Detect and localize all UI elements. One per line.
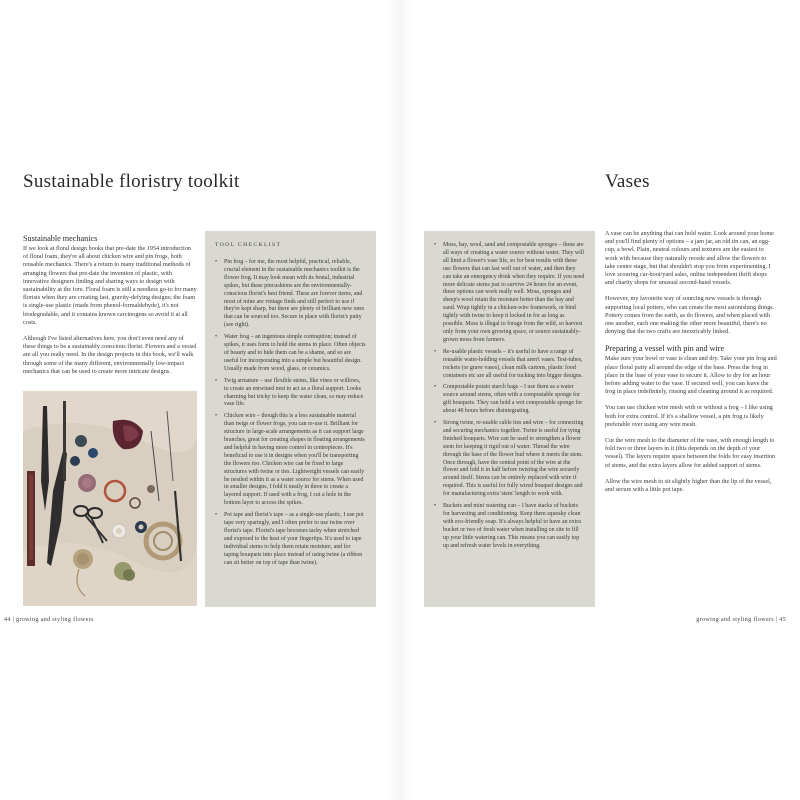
section-subheading: Preparing a vessel with pin and wire [605,344,725,354]
checklist-item: • Pin frog – for me, the most helpful, practical, reliable, crucial element in the sustainable mechanics toolkit is the flower frog. It may look mean with its brutal, industrial spikes, but these pincushions are the environmentally-conscious florist's best friend. These are forever items, and most of mine are vintage finds and still perfect to use if they're kept sharp, but there are plenty of brilliant new ones that can be sourced too. Secure in place with florist's putty (see right). [215,259,366,330]
paragraph: Make sure your bowl or vase is clean and dry. Take your pin frog and place floral putty all around the edge of the base. Press the frog in place in the base of your vase to secure it. Allow to dry for an hour before adding water to the vase. If secured well, you can leave the frog in place indefinitely, rinsing and cleaning around it as required. [605,355,777,396]
checklist-heading: TOOL CHECKLIST [215,242,282,248]
paragraph: If we look at floral design books that pre-date the 1954 introduction of floral foam, they're all about chicken wire and pin frogs, both reusable mechanics. There's a return to many traditional methods of arranging flowers that pre-date the invention of plastic, with innovative designers finding and sharing ways to design with sustainability at the fore. Floral foam is still a needless go-to for many florists when they are creating fast, gravity-defying designs; the foam is single-use plastic (made from phenol-formaldehyde), it's not biodegradable, and it contains known carcinogens so avoid it at all costs. [23,245,197,326]
tool-checklist-panel [205,231,376,607]
left-body-text [23,234,197,384]
checklist-item: • Pot tape and florist's tape – as a single-use plastic, I use pot tape very sparingly, and I often prefer to use twine over florist's tape. Florist's tape becomes tacky when stretched and exposed to the heat of your fingertips. It's used to tape individual stems to help them retain moisture, and for taping bouquets into place instead of using twine (a ribbon can sit better on top of tape than twine). [215,512,366,567]
checklist-item: • Water frog – an ingenious simple contraption; instead of spikes, it uses form to hold the stems in place. Often objects of beauty and to hide them can be a shame, and so are useful for incorporating into a simple but beautiful design. Usually made from wood, glass, or ceramics. [215,334,366,374]
paragraph: Cut the wire mesh to the diameter of the vase, with enough length to fold two or three layers in it (this depends on the depth of your vessel). The layers require space between the folds for easy insertion of stems, and the extra layers allow for added support of stems. [605,437,776,469]
right-body-text [605,230,777,502]
checklist-item: • Re-usable plastic vessels – it's useful to have a range of reusable water-holding vessels that aren't vases. Test-tubes, rockets (or grave vases), clean milk cartons, plastic food containers etc are all useful for tucking into bigger designs. [434,349,585,381]
tools-photo-illustration [23,391,197,606]
paragraph: A vase can be anything that can hold water. Look around your home and you'll find plenty of options – a jam jar, an old tin can, an egg-cup, a bowl. Plain, neutral colours and textures are the easiest to work with because they naturally recede and allow the flowers to take centre stage, but that shouldn't stop you from experimenting. I love scouring car-boot/yard sales, online independent thrift shops and charity shops for unusual second-hand vessels. [605,230,774,287]
checklist-item: • Twig armature – use flexible stems, like vines or willows, to create an entwined nest to act as a floral support. Looks charming but tricky to keep the water clean, so may reduce vase life. [215,378,366,410]
right-page [400,0,800,800]
checklist-item: • Buckets and mini watering can – I have stacks of buckets for harvesting and conditioning. Keep them squeaky clean with eco-friendly soap. It's always helpful to have an extra bucket or two of fresh water when installing on site to fill up your little watering can. This means you can easily top up and refresh water levels in everything. [434,503,585,550]
tool-checklist-continued-panel [424,231,595,607]
checklist-item: • Moss, hay, wool, sand and compostable sponges – these are all ways of creating a water source without water. They will all limit a flower's vase life, so for best results with these use flowers that can last well out of water, and then they can take an emergency drink when they require. If you need more delicate stems just to survive 24 hours for an event, these options can work really well. Moss, sponges and sheep's wool retain the moisture better than the hay and sand. Wrap tightly in a chicken-wire framework, or bind tightly with twine to keep it locked in for as long as possible. Moss is illegal to forage from the wild, so harvest only from your own growing space, or source sustainably-grown moss from farmers. [434,242,585,345]
page-folio-left: 44 | growing and styling flowers [4,616,94,623]
checklist-item: • Strong twine, re-usable cable ties and wire – for connecting and securing mechanics together. Twine is useful for tying finished bouquets. Wire can be used to strengthen a flower stem for keeping it rigid out of water. Thread the wire through the base of the flower bud where it meets the stem. Once through, have the central point of the wire at the flower and fold it in half before twisting the wire securely around itself. Stems can be entirely replaced with wire if required. This is useful for fully wired bouquet designs and for manufacturing extra 'stem' length to work with. [434,420,585,499]
page-title: Sustainable floristry toolkit [23,171,240,192]
tools-photo [23,391,197,606]
paragraph: You can use chicken wire mesh with or without a frog – I like using both for extra control. If it's a shallow vessel, a pin frog is likely preferable over using any wire mesh. [605,404,773,428]
checklist-item: • Compostable potato starch bags – I use them as a water source around stems, often with a compostable sponge for gift bouquets. They can hold a wet compostable sponge for about 48 hours before disintegrating. [434,384,585,416]
page-folio-right: growing and styling flowers | 45 [696,616,786,623]
paragraph: Although I've listed alternatives here, you don't even need any of these things to be a sustainably conscious florist. Flowers and a vessel are all you really need. In the design projects in this book, we'll walk through some of the many different, environmentally low-impact mechanics that can be used to create more intricate designs. [23,335,197,375]
tool-checklist [215,259,366,572]
paragraph: Allow the wire mesh to sit slightly higher than the lip of the vessel, and secure with a little pot tape. [605,477,772,494]
checklist-item: • Chicken wire – though this is a less sustainable material than twigs or flower frogs, you can re-use it. Brilliant for structure in large-scale arrangements as it can support large branches, great for creating shapes in floating arrangements and helpful in having more control in centrepieces. It's beneficial to use it in designs when you'll be transporting the flowers too. Chicken wire can be fixed to large structures with twine or ties. Lightweight vessels can easily be nestled within it as a water source for stems. When used in smaller designs, I fold it neatly in three to create a layered support. If used with a frog, I cut a hole in the bottom layer to access the spikes. [215,413,366,508]
paragraph: However, my favourite way of sourcing new vessels is through supporting local potters, who can create the most astonishing things. Pottery comes from the earth, as do flowers, and when placed with one another, each one making the other more beautiful, there's no denying that the two crafts are inextricably linked. [605,295,775,336]
tool-checklist-continued [434,242,585,555]
section-heading: Sustainable mechanics [23,234,98,243]
page-title: Vases [605,171,650,192]
